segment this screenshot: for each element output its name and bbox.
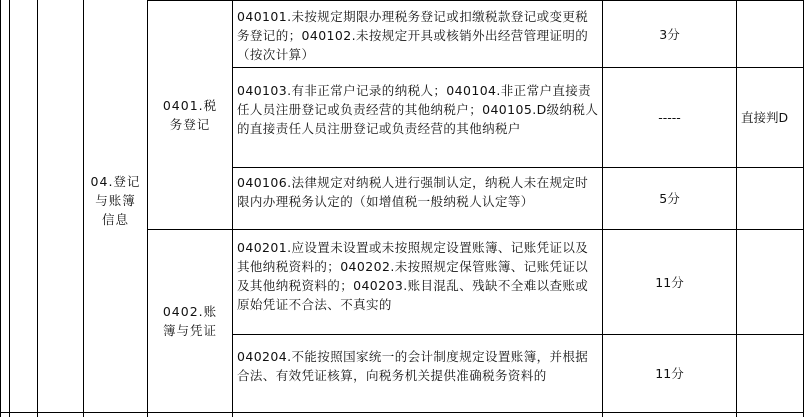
score-value: 11分 [655, 366, 684, 381]
grid-line [0, 412, 804, 413]
score-cell [603, 230, 736, 334]
item-text: 040201.应设置未设置或未按照规定设置账簿、记账凭证以及其他纳税资料的；040202.未按照规定保管账簿、记账凭证以及其他纳税资料的；040203.账目混乱、残缺不全难以查账或原始凭证不合法、不真实的 [237, 240, 589, 312]
score-value: ----- [658, 110, 681, 125]
grid-line [803, 0, 804, 417]
item-text: 040101.未按规定期限办理税务登记或扣缴税款登记或变更税务登记的；040102.未按规定开具或核销外出经营管理证明的（按次计算） [237, 9, 589, 62]
score-cell [603, 1, 736, 67]
note-text: 直接判D [741, 110, 789, 125]
score-cell [603, 335, 736, 412]
grid-line [37, 0, 38, 417]
item-description [233, 346, 602, 412]
item-description [233, 237, 602, 334]
grid-line [0, 0, 1, 417]
grid-line [9, 0, 10, 417]
group-cell-books-vouchers [148, 230, 232, 412]
score-value: 5分 [659, 191, 680, 206]
score-cell [603, 68, 736, 167]
item-text: 040103.有非正常户记录的纳税人；040104.非正常户直接责任人员注册登记或负责经营的其他纳税户；040105.D级纳税人的直接责任人员注册登记或负责经营的其他纳税户 [237, 83, 599, 136]
note-cell [741, 68, 803, 167]
item-text: 040204.不能按照国家统一的会计制度规定设置账簿，并根据合法、有效凭证核算，向税务机关提供准确税务资料的 [237, 349, 589, 383]
score-cell [603, 168, 736, 229]
category-cell [84, 160, 147, 240]
group-cell-tax-registration [148, 1, 232, 229]
item-text: 040106.法律规定对纳税人进行强制认定，纳税人未在规定时限内办理税务认定的（如增值税一般纳税人认定等） [237, 175, 589, 209]
item-description [233, 172, 602, 229]
item-description [233, 80, 602, 167]
group-label: 0401.税务登记 [162, 98, 218, 132]
group-label: 0402.账簿与凭证 [162, 304, 218, 338]
score-value: 11分 [655, 274, 684, 290]
category-label: 04.登记与账簿信息 [90, 173, 141, 227]
item-description [233, 6, 602, 67]
score-value: 3分 [659, 26, 680, 42]
grid-line [736, 0, 737, 417]
